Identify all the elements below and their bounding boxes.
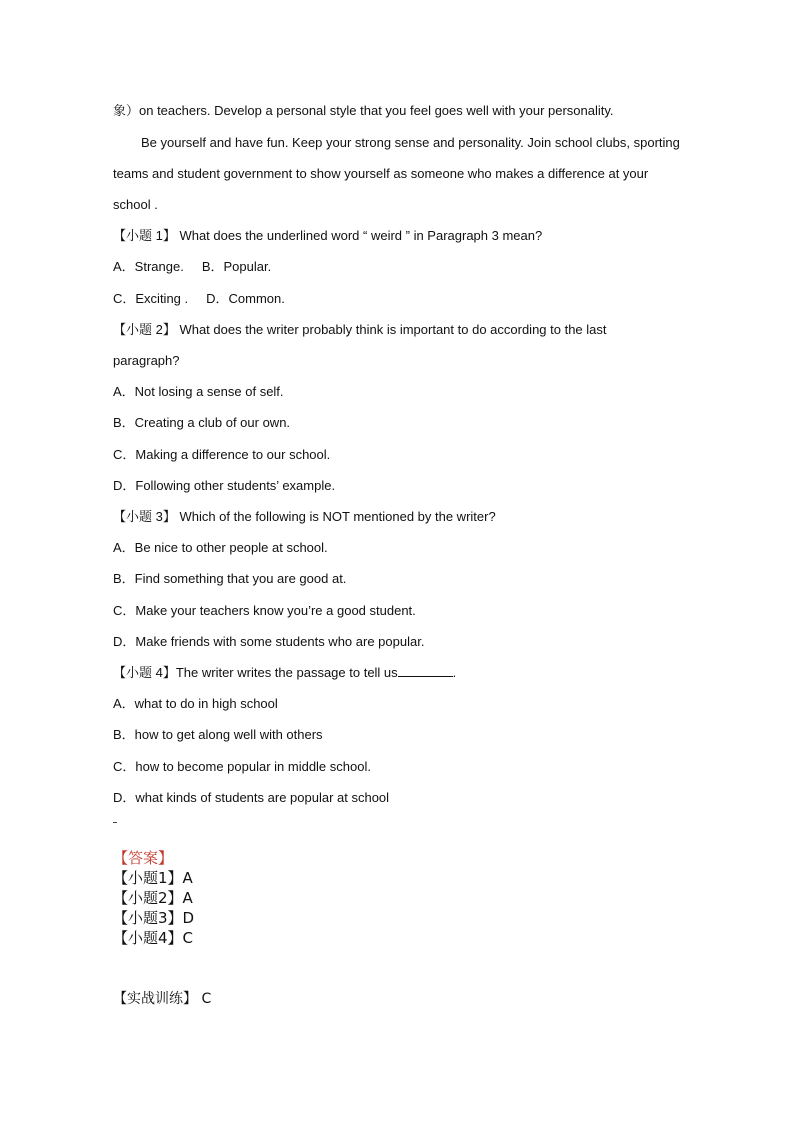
question-2-option-d: D．Following other students’ example. <box>113 478 336 493</box>
question-2-option-a: A．Not losing a sense of self. <box>113 384 284 399</box>
question-4-option-a: A．what to do in high school <box>113 696 278 711</box>
answer-heading: 【答案】 <box>113 849 174 867</box>
question-3-option-a: A．Be nice to other people at school. <box>113 540 328 555</box>
question-3-stem: 【小题 3】 Which of the following is NOT mentioned by the writer? <box>113 509 496 524</box>
passage-line-2: Be yourself and have fun. Keep your strong sense and personality. Join school clubs, sporting <box>141 135 680 150</box>
question-4-stem-text: 【小题 4】The writer writes the passage to tell us <box>113 665 398 680</box>
answer-blank <box>398 665 453 677</box>
answer-3: 【小题3】D <box>113 909 195 927</box>
answer-4: 【小题4】C <box>113 929 194 947</box>
answer-1: 【小题1】A <box>113 869 193 887</box>
question-1-option-d: D．Common. <box>206 291 285 306</box>
passage-line-4: school . <box>113 197 158 212</box>
answer-2: 【小题2】A <box>113 889 193 907</box>
passage-line-3: teams and student government to show yourself as someone who makes a difference at your <box>113 166 649 181</box>
question-2-stem-2: paragraph? <box>113 353 180 368</box>
practice-heading: 【实战训练】 C <box>113 991 212 1007</box>
question-3-option-b: B．Find something that you are good at. <box>113 571 347 586</box>
question-4-option-b: B．how to get along well with others <box>113 727 323 742</box>
question-4-option-c: C．how to become popular in middle school. <box>113 759 371 774</box>
question-4-option-d: D．what kinds of students are popular at school <box>113 790 390 805</box>
question-1-stem: 【小题 1】 What does the underlined word “ weird ” in Paragraph 3 mean? <box>113 228 543 243</box>
question-2-option-b: B．Creating a club of our own. <box>113 415 291 430</box>
question-1-option-b: B．Popular. <box>201 259 272 274</box>
question-1-options-ab <box>113 259 271 275</box>
separator-dash <box>113 822 117 823</box>
question-4-stem <box>113 665 456 681</box>
question-3-option-d: D．Make friends with some students who are popular. <box>113 634 425 649</box>
question-2-option-c: C．Making a difference to our school. <box>113 447 331 462</box>
question-4-stem-end: . <box>452 665 457 680</box>
passage-line-1: 象）on teachers. Develop a personal style that you feel goes well with your personality. <box>113 103 614 118</box>
question-2-stem-1: 【小题 2】 What does the writer probably think is important to do according to the last <box>113 322 607 337</box>
question-1-option-a: A．Strange. <box>113 259 184 274</box>
question-3-option-c: C．Make your teachers know you’re a good student. <box>113 603 416 618</box>
question-1-option-c: C．Exciting . <box>113 291 189 306</box>
question-1-options-cd <box>113 291 285 307</box>
